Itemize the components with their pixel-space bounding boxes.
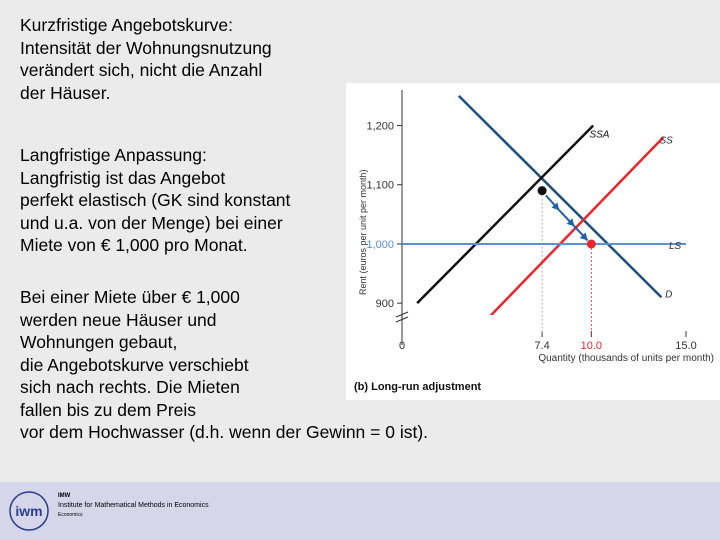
x-tick-label: 0 [398, 340, 406, 352]
long-run-adjustment-chart [346, 83, 720, 400]
x-axis-title: Quantity (thousands of units per month) [538, 353, 714, 364]
chart-figure [346, 83, 720, 400]
y-tick-label: 1,000 [366, 238, 394, 251]
series-line-d [459, 96, 662, 297]
footer-bar [0, 482, 720, 540]
adjustment-text: Bei einer Miete über € 1,000 werden neue Häuser und Wohnungen gebaut, die Angebotskurve verschiebt sich nach rechts. Die Mieten fallen bis zu dem Preis vor dem Hochwasser (d.h. wenn der Gewinn = 0 ist). [20, 287, 429, 442]
series-label-ls: LS [668, 240, 682, 252]
series-line-ssa [417, 126, 593, 304]
series-label-d: D [665, 289, 673, 301]
series-group [402, 96, 686, 345]
equilibrium-point [587, 239, 596, 248]
equilibrium-point [538, 186, 547, 195]
logo-mark: iwm [15, 503, 43, 519]
series-label-ss: SS [659, 135, 673, 147]
x-tick-label: 10.0 [580, 340, 603, 352]
long-run-text: Langfristige Anpassung: Langfristig ist das Angebot perfekt elastisch (GK sind konstant und u.a. von der Menge) bei einer Miete von € 1,000 pro Monat. [20, 145, 291, 255]
iwm-logo-icon [8, 490, 50, 532]
institute-sub: Economics [58, 512, 83, 518]
x-tick-label: 7.4 [534, 340, 550, 352]
series-line-ss [463, 137, 664, 344]
panel-label: (b) Long-run adjustment [354, 381, 482, 393]
logo-title: IMW [58, 493, 71, 499]
y-tick-label: 900 [375, 298, 394, 311]
institute-name: Institute for Mathematical Methods in Economics [58, 502, 209, 509]
x-tick-label: 15.0 [675, 340, 697, 352]
y-tick-label: 1,100 [366, 179, 394, 192]
y-tick-label: 1,200 [366, 120, 394, 133]
y-axis-title: Rent (euros per unit per month) [358, 169, 368, 295]
short-run-text: Kurzfristige Angebotskurve: Intensität der Wohnungsnutzung verändert sich, nicht die Anzahl der Häuser. [20, 15, 272, 103]
series-label-ssa: SSA [589, 129, 610, 141]
